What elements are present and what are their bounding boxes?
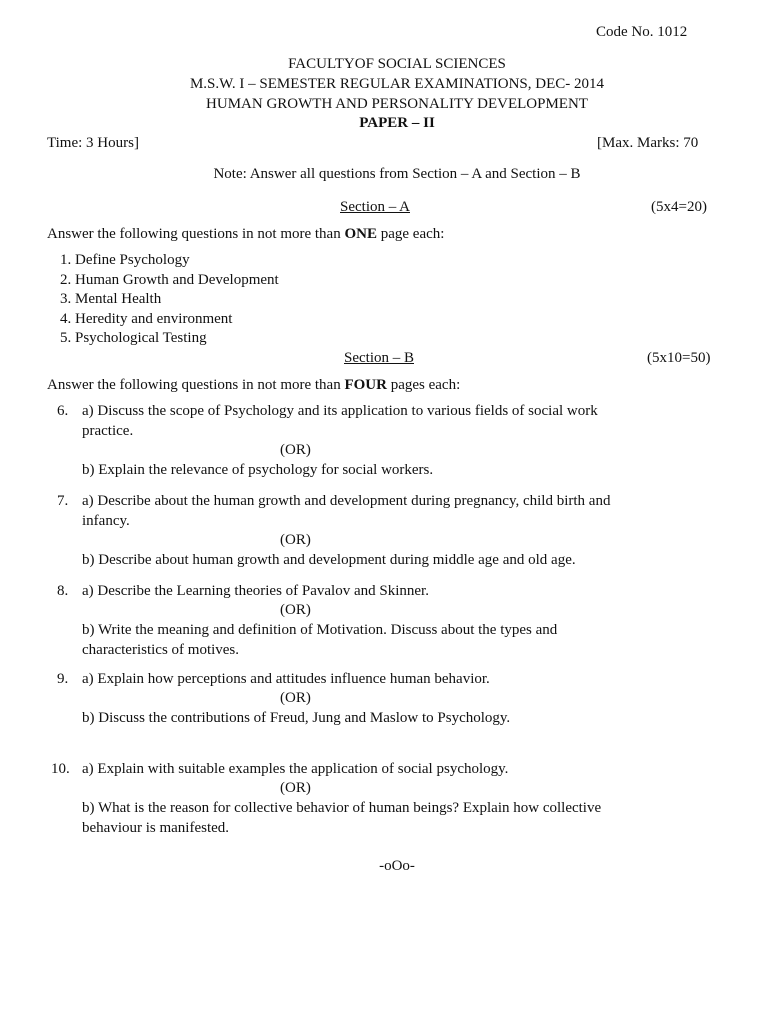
section-a-title: Section – A xyxy=(340,199,410,215)
question-part-b-cont: characteristics of motives. xyxy=(82,642,240,658)
paper-title: PAPER – II xyxy=(359,115,435,131)
question-part-b: b) Discuss the contributions of Freud, Jung and Maslow to Psychology. xyxy=(82,710,511,726)
section-a-marks: (5x4=20) xyxy=(651,199,707,215)
or-label: (OR) xyxy=(280,532,311,548)
question-part-b: b) What is the reason for collective behavior of human beings? Explain how collective xyxy=(82,800,602,816)
question-part-b: b) Write the meaning and definition of Motivation. Discuss about the types and xyxy=(82,622,558,638)
question-number: 7. xyxy=(57,493,69,509)
question-part-b-cont: behaviour is manifested. xyxy=(82,820,230,836)
question-part-a: a) Describe the Learning theories of Pavalov and Skinner. xyxy=(82,583,429,599)
or-label: (OR) xyxy=(280,602,311,618)
or-label: (OR) xyxy=(280,442,311,458)
section-a-instruction: Answer the following questions in not more than ONE page each: xyxy=(47,226,445,242)
max-marks-label: [Max. Marks: 70 xyxy=(597,135,699,151)
question-number: 10. xyxy=(51,761,70,777)
question-part-a: a) Describe about the human growth and development during pregnancy, child birth and xyxy=(82,493,611,509)
question-number: 9. xyxy=(57,671,69,687)
or-label: (OR) xyxy=(280,780,311,796)
end-mark: -oOo- xyxy=(379,858,415,874)
question-part-a-cont: practice. xyxy=(82,423,134,439)
question-part-a-cont: infancy. xyxy=(82,513,130,529)
section-b-title: Section – B xyxy=(344,350,414,366)
question-part-a: a) Explain how perceptions and attitudes influence human behavior. xyxy=(82,671,490,687)
question-part-a: a) Explain with suitable examples the application of social psychology. xyxy=(82,761,509,777)
time-label: Time: 3 Hours] xyxy=(47,135,139,151)
exam-title: M.S.W. I – SEMESTER REGULAR EXAMINATIONS, DEC- 2014 xyxy=(189,76,605,92)
section-a-item: 1. Define Psychology xyxy=(60,252,190,268)
faculty-title: FACULTYOF SOCIAL SCIENCES xyxy=(288,56,506,72)
section-a-item: 2. Human Growth and Development xyxy=(60,272,279,288)
question-number: 6. xyxy=(57,403,69,419)
exam-note: Note: Answer all questions from Section – A and Section – B xyxy=(213,166,581,182)
question-part-b: b) Describe about human growth and development during middle age and old age. xyxy=(82,552,576,568)
code-number: Code No. 1012 xyxy=(596,24,688,40)
section-a-item: 5. Psychological Testing xyxy=(60,330,207,346)
section-b-instruction: Answer the following questions in not more than FOUR pages each: xyxy=(47,377,461,393)
question-part-a: a) Discuss the scope of Psychology and its application to various fields of social work xyxy=(82,403,598,419)
subject-title: HUMAN GROWTH AND PERSONALITY DEVELOPMENT xyxy=(206,96,588,112)
section-b-marks: (5x10=50) xyxy=(647,350,711,366)
or-label: (OR) xyxy=(280,690,311,706)
question-number: 8. xyxy=(57,583,69,599)
section-a-item: 3. Mental Health xyxy=(60,291,162,307)
question-part-b: b) Explain the relevance of psychology for social workers. xyxy=(82,462,434,478)
section-a-item: 4. Heredity and environment xyxy=(60,311,233,327)
